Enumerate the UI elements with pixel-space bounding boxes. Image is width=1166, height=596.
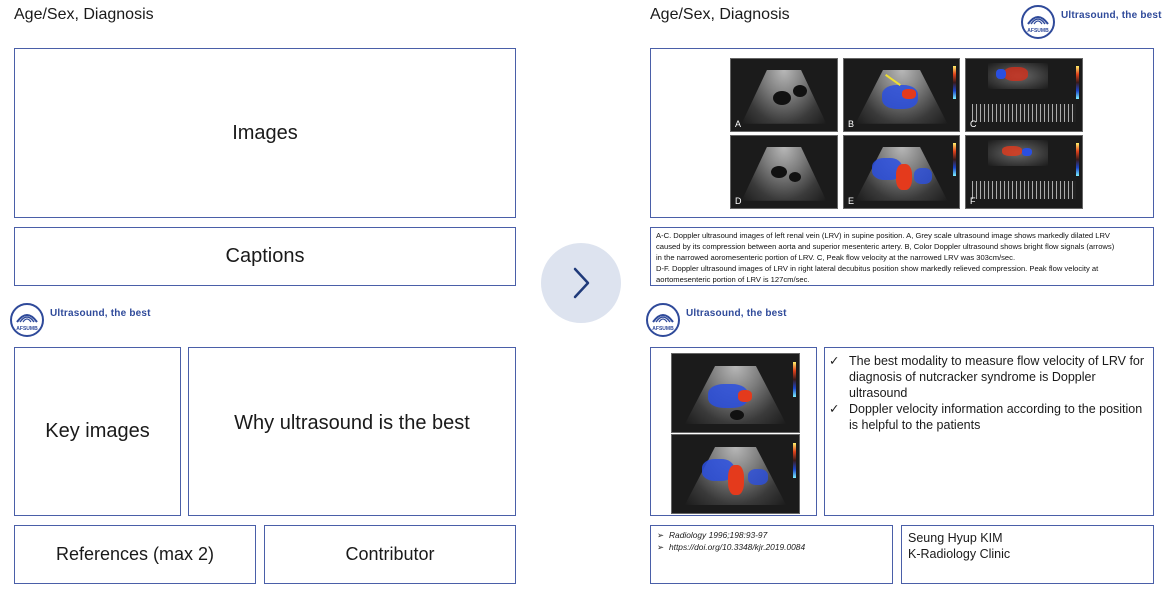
key-images-panel [650, 347, 817, 516]
right-afsumb-logo [646, 303, 787, 337]
ultrasound-image-f [965, 135, 1083, 209]
afsumb-logo-icon [10, 303, 44, 337]
why-point: ✓ Doppler velocity information according to the position is helpful to the patients [829, 402, 1143, 432]
ultrasound-image-b [843, 58, 960, 132]
panel-label-a: A [735, 119, 742, 129]
panel-label-d: D [735, 196, 742, 206]
contributor-placeholder [264, 525, 516, 584]
caption-panel [650, 227, 1154, 286]
references-placeholder [14, 525, 256, 584]
panel-label-b: B [848, 119, 855, 129]
captions-label: Captions [225, 245, 305, 267]
ultrasound-image-c [965, 58, 1083, 132]
ultrasound-image-d [730, 135, 838, 209]
references-list [657, 530, 886, 553]
panel-label-f: F [970, 196, 976, 206]
why-ultrasound-panel [824, 347, 1154, 516]
reference-item: ➢ https://doi.org/10.3348/kjr.2019.0084 [657, 541, 806, 552]
contributor-org: K-Radiology Clinic [908, 547, 1011, 561]
contributor-label: Contributor [345, 544, 435, 564]
why-ultrasound-placeholder [188, 347, 516, 516]
left-logo-text: Ultrasound, the best [50, 307, 151, 319]
panel-label-e: E [848, 196, 855, 206]
references-panel [650, 525, 893, 584]
panel-label-c: C [970, 119, 977, 129]
right-header-logo [1021, 5, 1162, 39]
arrow-bullet-icon: ➢ [657, 530, 665, 540]
captions-placeholder [14, 227, 516, 286]
key-images-placeholder [14, 347, 181, 516]
left-slide-title: Age/Sex, Diagnosis [14, 6, 154, 23]
right-header-logo-text: Ultrasound, the best [1061, 9, 1162, 21]
afsumb-logo-icon [646, 303, 680, 337]
right-logo-text: Ultrasound, the best [686, 307, 787, 319]
caption-line: caused by its compression between aorta and superior mesenteric artery. B, Color Doppler ultrasound shows bright flow signals (arrows) [656, 242, 1115, 251]
arrow-bullet-icon: ➢ [657, 541, 665, 552]
next-arrow-button[interactable] [541, 243, 621, 323]
caption-line: aortomesenteric portion of LRV is 127cm/sec. [656, 275, 810, 284]
check-icon: ✓ [829, 354, 840, 368]
contributor-name: Seung Hyup KIM [908, 531, 1003, 545]
images-label: Images [232, 121, 298, 144]
caption-line: in the narrowed aoromesenteric portion of LRV. C, Peak flow velocity at the narrowed LRV was 303cm/sec. [656, 253, 1016, 262]
key-images-label: Key images [45, 420, 150, 442]
key-image-top [671, 353, 800, 433]
references-label: References (max 2) [55, 544, 215, 564]
ultrasound-image-panel [650, 48, 1154, 218]
left-afsumb-logo [10, 303, 151, 337]
why-point: ✓ The best modality to measure flow velocity of LRV for diagnosis of nutcracker syndrome is Doppler ultrasound [829, 354, 1145, 400]
check-icon: ✓ [829, 402, 840, 416]
right-slide-title: Age/Sex, Diagnosis [650, 6, 790, 23]
why-ultrasound-label: Why ultrasound is the best [234, 412, 470, 434]
contributor-panel [901, 525, 1154, 584]
svg-text:AFSUMB: AFSUMB [652, 326, 674, 332]
svg-text:AFSUMB: AFSUMB [1027, 28, 1049, 34]
ultrasound-image-e [843, 135, 960, 209]
svg-text:AFSUMB: AFSUMB [16, 326, 38, 332]
reference-item: ➢ Radiology 1996;198:93-97 [657, 530, 768, 540]
afsumb-logo-icon [1021, 5, 1055, 39]
images-placeholder [14, 48, 516, 218]
why-ultrasound-list [825, 353, 1147, 433]
ultrasound-image-a [730, 58, 838, 132]
chevron-right-icon [566, 263, 596, 303]
caption-line: A-C. Doppler ultrasound images of left renal vein (LRV) in supine position. A, Grey scale ultrasound image shows markedly dilated LRV [656, 231, 1110, 240]
key-image-bottom [671, 434, 800, 514]
caption-line: D-F. Doppler ultrasound images of LRV in right lateral decubitus position show markedly relieved compression. Peak flow velocity at [656, 264, 1099, 273]
